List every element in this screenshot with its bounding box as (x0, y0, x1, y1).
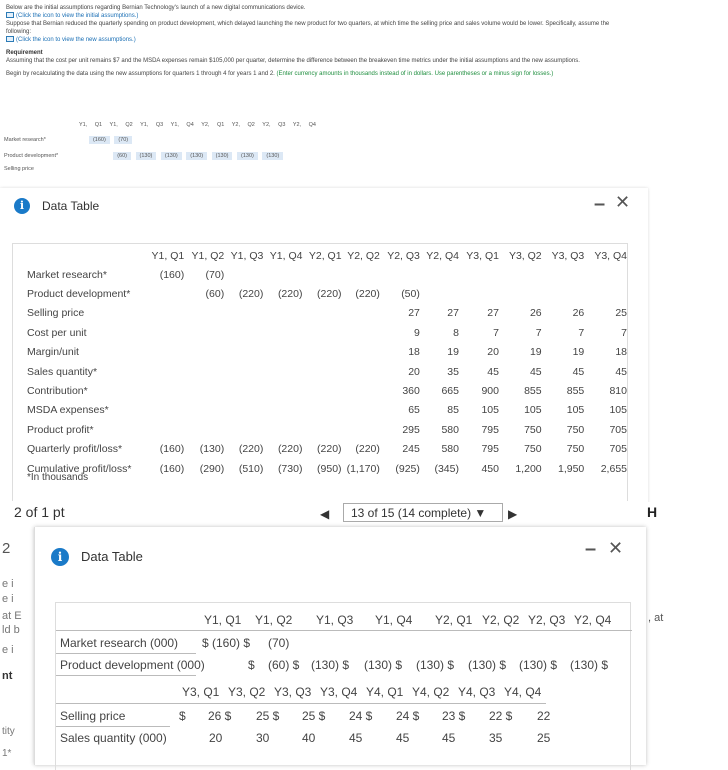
row-label: Quarterly profit/loss* (27, 443, 123, 456)
table-cell: (220) (277, 288, 303, 301)
instruction-hint: (Enter currency amounts in thousands instead of in dollars. Use parentheses or a minus sign for losses.) (276, 71, 554, 77)
table-row (27, 343, 627, 362)
table-cell (420, 284, 459, 303)
table-cell: 295 (402, 423, 420, 436)
table-cell: 810 (609, 385, 627, 398)
column-header: Y2, Q2 (482, 613, 520, 627)
table-cell (499, 265, 542, 284)
table-cell: 795 (481, 443, 499, 456)
column-header: Y1, Q4 (375, 613, 413, 627)
table-cell (499, 284, 542, 303)
table-row (27, 401, 627, 420)
table-cell: 750 (524, 423, 542, 436)
table-cell: 25 (537, 731, 551, 745)
table-cell: 35 (447, 365, 459, 378)
table-cell: 27 (408, 307, 420, 320)
table-cell (224, 304, 263, 323)
table-cell: 45 (396, 731, 410, 745)
requirement-text: Assuming that the cost per unit remains $7 and the MSDA expenses remain $105,000 per quarter, determine the difference between the breakeven time metrics under the initial assumptions and the new assumptions. (6, 58, 580, 64)
column-header: Y3, Q4 (594, 249, 627, 262)
divider (56, 726, 170, 727)
table-row (27, 459, 627, 478)
table-cell: (925) (395, 462, 420, 475)
table-cell (263, 304, 302, 323)
data-table-2 (55, 602, 631, 770)
table-cell: (160) (159, 443, 185, 456)
column-header: Y3, Q3 (551, 249, 585, 262)
table-cell: $ (160) $ (202, 636, 251, 650)
table-cell (342, 401, 380, 420)
table-cell: 20 (487, 346, 499, 359)
table-cell: 8 (453, 326, 459, 339)
table-cell: 35 (489, 731, 503, 745)
table-cell (263, 343, 302, 362)
minimize-button[interactable]: – (585, 538, 597, 560)
table-cell: (510) (238, 462, 264, 475)
table-cell: $ (179, 709, 186, 723)
table-cell (145, 343, 184, 362)
answer-cell[interactable]: (70) (114, 136, 132, 144)
answer-row-label: Selling price (4, 166, 34, 172)
row-label: MSDA expenses* (27, 404, 109, 417)
column-header: Y1, Q1 (204, 613, 242, 627)
table-cell (145, 362, 184, 381)
table-cell (263, 323, 302, 342)
table-row (27, 265, 627, 284)
table-cell: 855 (524, 385, 542, 398)
table-cell (145, 381, 184, 400)
table-cell: 40 (302, 731, 316, 745)
background-fragment: e i (2, 578, 14, 590)
column-header: Y2, Q4 (426, 249, 459, 262)
table-cell: (220) (238, 443, 264, 456)
answer-cell[interactable]: (130) (212, 152, 233, 160)
question-intro: Below are the initial assumptions regarding Bernian Technology's launch of a new digital communications device. (6, 5, 306, 11)
table-cell (263, 362, 302, 381)
answer-cell[interactable]: (130) (262, 152, 283, 160)
data-table-icon[interactable] (6, 12, 14, 18)
table-cell: (1,170) (346, 462, 380, 475)
table-cell (584, 284, 627, 303)
answer-row-label: Product development* (4, 153, 59, 159)
table-cell: 25 $ (256, 709, 280, 723)
table-row (27, 440, 627, 459)
table-row (27, 362, 627, 381)
table-cell: (130) $ (468, 658, 507, 672)
column-header: Y4, Q4 (504, 685, 542, 699)
table-header-row (56, 685, 632, 701)
table-cell: 26 (529, 307, 542, 320)
table-cell (145, 284, 184, 303)
table-cell: 22 (537, 709, 551, 723)
table-cell: (730) (277, 462, 303, 475)
table-cell (224, 265, 263, 284)
table-cell: (70) (205, 268, 225, 281)
table-cell: 20 (408, 365, 420, 378)
table-cell: 26 (572, 307, 585, 320)
table-cell: 25 $ (302, 709, 326, 723)
table-cell (224, 323, 263, 342)
answer-cell[interactable]: (130) (186, 152, 207, 160)
table-cell: 750 (566, 443, 585, 456)
column-header: Y2, Q1 (308, 249, 342, 262)
divider (56, 675, 196, 676)
requirement-heading: Requirement (6, 50, 43, 56)
column-header: Y3, Q3 (274, 685, 312, 699)
row-label: Contribution* (27, 385, 88, 398)
table-cell (184, 420, 224, 439)
data-table-icon[interactable] (6, 36, 14, 42)
question-following: following: (6, 29, 32, 35)
background-fragment: tity (2, 726, 15, 737)
table-cell (224, 343, 263, 362)
table-cell (145, 420, 184, 439)
table-row (27, 323, 627, 342)
table-header-row (27, 244, 627, 265)
initial-assumptions-link[interactable]: (Click the icon to view the initial assumptions.) (16, 13, 139, 19)
table-cell: (345) (434, 462, 459, 475)
table-cell (263, 265, 302, 284)
new-assumptions-link[interactable]: (Click the icon to view the new assumptions.) (16, 37, 136, 43)
table-cell: 18 (408, 346, 420, 359)
table-cell (224, 420, 263, 439)
table-cell: (130) $ (519, 658, 558, 672)
dialog-header (0, 188, 648, 224)
row-label: Cost per unit (27, 326, 87, 339)
table-cell: 18 (615, 346, 627, 359)
table-row (27, 420, 627, 439)
column-header: Y1, Q3 (230, 249, 264, 262)
table-cell (263, 381, 302, 400)
table-cell: 7 (535, 326, 542, 339)
background-fragment: e i (2, 593, 14, 605)
status-bar (0, 502, 728, 524)
dialog-title: Data Table (42, 199, 100, 213)
table-cell (302, 304, 341, 323)
table-cell: 750 (524, 443, 542, 456)
column-header: Y1, Q1 (151, 249, 185, 262)
data-table-dialog-2 (34, 527, 646, 765)
table-cell: (160) (159, 268, 185, 281)
background-fragment: 1* (2, 748, 12, 759)
table-cell: (220) (355, 443, 380, 456)
table-cell: 795 (481, 423, 499, 436)
table-cell: (60) (205, 288, 225, 301)
table-cell: 105 (566, 404, 585, 417)
table-cell: 65 (408, 404, 420, 417)
background-fragment: e i (2, 644, 14, 656)
divider (56, 653, 196, 654)
answer-cell[interactable]: (160) (89, 136, 110, 144)
column-header: Y2, Q2 (347, 249, 380, 262)
selling-price-label: Selling price (60, 709, 126, 723)
data-table-dialog-1 (0, 188, 648, 506)
table-cell: (130) $ (311, 658, 350, 672)
table-cell: (950) (317, 462, 342, 475)
column-header: Y2, Q1 (435, 613, 473, 627)
column-header: Y2, Q3 (528, 613, 566, 627)
column-header: Y3, Q2 (228, 685, 266, 699)
table-cell: 7 (578, 326, 585, 339)
table-cell: (290) (199, 462, 225, 475)
info-icon: i (51, 548, 69, 566)
table-cell: 1,200 (515, 462, 542, 475)
market-research-label: Market research (000) (60, 636, 179, 650)
table-cell (302, 401, 341, 420)
table-cell (542, 284, 585, 303)
table-cell (342, 343, 380, 362)
question-suppose: Suppose that Bernian reduced the quarterly spending on product development, which delayed launching the new product for two quarters, at which time the selling price and sales volume would be lower. Specifically, assume the (6, 21, 610, 27)
column-header: Y4, Q3 (458, 685, 496, 699)
table-cell (263, 401, 302, 420)
table-cell: 30 (256, 731, 270, 745)
answer-table-header: Y1, Q1 Y1, Q2 Y1, Q3 Y1, Q4 Y2, Q1 Y2, Q2 Y2, Q3 Y2, Q4 (79, 122, 316, 128)
table-cell: 45 (487, 365, 499, 378)
column-header: Y1, Q3 (316, 613, 354, 627)
table-cell (459, 284, 499, 303)
table-cell: 705 (609, 443, 627, 456)
table-cell: 20 (209, 731, 223, 745)
table-cell: 7 (621, 326, 627, 339)
divider (56, 703, 546, 704)
column-header: Y3, Q4 (320, 685, 358, 699)
table-cell (184, 362, 224, 381)
table-cell: 360 (402, 385, 420, 398)
table-cell: (130) (199, 443, 225, 456)
table-cell: 9 (414, 326, 420, 339)
table-cell: 24 $ (396, 709, 420, 723)
table-cell: 45 (615, 365, 627, 378)
table-cell: 25 (615, 307, 627, 320)
table-cell: 580 (441, 423, 459, 436)
table-cell: (220) (317, 443, 342, 456)
row-label: Product development* (27, 288, 131, 301)
previous-question-button[interactable]: ◀ (320, 507, 330, 521)
table-cell (342, 420, 380, 439)
question-progress-dropdown[interactable]: 13 of 15 (14 complete) ▼ (343, 503, 503, 522)
table-cell (302, 381, 341, 400)
table-cell (145, 304, 184, 323)
table-cell: 45 (572, 365, 585, 378)
row-label: Sales quantity* (27, 365, 98, 378)
table-cell: 2,655 (600, 462, 627, 475)
table-cell: 23 $ (442, 709, 466, 723)
table-cell: 45 (442, 731, 456, 745)
answer-cell[interactable]: (130) (161, 152, 182, 160)
product-development-label: Product development (000) (60, 658, 205, 672)
table-cell: 27 (487, 307, 499, 320)
help-fragment: H (647, 504, 658, 520)
table-cell (342, 381, 380, 400)
divider (56, 630, 632, 631)
table-footnote: *In thousands (27, 472, 89, 483)
table-cell: 45 (529, 365, 542, 378)
background-fragment: at E (2, 610, 22, 622)
table-cell: (160) (159, 462, 185, 475)
dialog-title: Data Table (81, 549, 143, 564)
row-label: Selling price (27, 307, 85, 320)
column-header: Y2, Q3 (387, 249, 420, 262)
table-cell: 705 (609, 423, 627, 436)
table-cell: 19 (447, 346, 459, 359)
table-cell: 665 (441, 385, 459, 398)
column-header: Y3, Q1 (466, 249, 499, 262)
table-cell (302, 420, 341, 439)
table-cell: 855 (566, 385, 585, 398)
sales-quantity-label: Sales quantity (000) (60, 731, 167, 745)
table-cell: 26 $ (208, 709, 232, 723)
table-cell: (70) (268, 636, 290, 650)
table-cell: (130) $ (416, 658, 455, 672)
table-cell: (220) (277, 443, 303, 456)
table-cell (184, 343, 224, 362)
table-cell: (220) (355, 288, 380, 301)
table-cell: 450 (481, 462, 499, 475)
table-cell (224, 381, 263, 400)
table-cell: (50) (401, 288, 420, 301)
table-cell: 245 (402, 443, 420, 456)
row-label: Market research* (27, 268, 107, 281)
table-cell (302, 323, 341, 342)
background-fragment: nt (2, 670, 13, 682)
table-cell (302, 343, 341, 362)
score-text: 2 of 1 pt (14, 504, 65, 520)
table-cell (342, 304, 380, 323)
table-cell (584, 265, 627, 284)
table-cell: 105 (609, 404, 627, 417)
column-header: Y1, Q4 (269, 249, 303, 262)
answer-row-label: Market research* (4, 137, 46, 143)
table-cell: 24 $ (349, 709, 373, 723)
table-row (27, 304, 627, 323)
close-button[interactable]: ✕ (608, 538, 624, 558)
table-cell: (220) (238, 288, 264, 301)
table-cell (184, 401, 224, 420)
answer-cell[interactable]: (60) (113, 152, 131, 160)
row-label: Cumulative profit/loss* (27, 462, 132, 475)
table-cell (302, 362, 341, 381)
table-header-row-overflow (56, 613, 632, 629)
background-fragment: , at (648, 612, 664, 624)
table-row (27, 284, 627, 303)
table-cell (224, 362, 263, 381)
table-cell (342, 265, 380, 284)
table-cell: 900 (481, 385, 499, 398)
column-header: Y2, Q4 (574, 613, 612, 627)
answer-cell[interactable]: (130) (136, 152, 157, 160)
table-cell (184, 323, 224, 342)
table-cell: 27 (447, 307, 459, 320)
table-cell (459, 265, 499, 284)
column-header: Y1, Q2 (255, 613, 293, 627)
table-cell: 45 (349, 731, 363, 745)
table-cell: 19 (572, 346, 585, 359)
table-cell (263, 420, 302, 439)
table-cell (342, 323, 380, 342)
column-header: Y1, Q2 (191, 249, 225, 262)
next-question-button[interactable]: ▶ (508, 507, 518, 521)
table-cell: (130) $ (570, 658, 609, 672)
table-cell: 750 (566, 423, 585, 436)
data-table-1 (12, 243, 628, 501)
table-cell: 19 (529, 346, 542, 359)
column-header: Y3, Q2 (508, 249, 542, 262)
table-cell: 105 (524, 404, 542, 417)
table-cell (380, 265, 420, 284)
column-header: Y3, Q1 (182, 685, 220, 699)
table-cell (184, 381, 224, 400)
table-cell: (220) (317, 288, 342, 301)
table-cell: 22 $ (489, 709, 513, 723)
table-cell (145, 401, 184, 420)
close-button[interactable]: ✕ (615, 192, 631, 212)
table-cell (420, 265, 459, 284)
table-cell (184, 304, 224, 323)
table-cell (542, 265, 585, 284)
table-cell: 580 (441, 443, 459, 456)
background-fragment: ld b (2, 624, 20, 636)
column-header: Y4, Q2 (412, 685, 450, 699)
table-cell: (130) $ (364, 658, 403, 672)
table-cell: (60) $ (268, 658, 300, 672)
table-cell (145, 323, 184, 342)
table-cell (342, 362, 380, 381)
table-cell: 1,950 (557, 462, 585, 475)
minimize-button[interactable]: – (594, 193, 606, 215)
column-header: Y4, Q1 (366, 685, 404, 699)
table-row (27, 381, 627, 400)
table-cell (302, 265, 341, 284)
table-cell: 85 (447, 404, 459, 417)
answer-cell[interactable]: (130) (237, 152, 258, 160)
row-label: Product profit* (27, 423, 94, 436)
table-cell: 7 (493, 326, 499, 339)
table-cell: 105 (481, 404, 499, 417)
background-fragment: 2 (2, 540, 11, 557)
instruction-text: Begin by recalculating the data using the new assumptions for quarters 1 through 4 for years 1 and 2. (6, 71, 275, 77)
table-cell (224, 401, 263, 420)
info-icon: i (14, 198, 30, 214)
question-area (0, 0, 728, 190)
table-cell: $ (248, 658, 255, 672)
row-label: Margin/unit (27, 346, 79, 359)
